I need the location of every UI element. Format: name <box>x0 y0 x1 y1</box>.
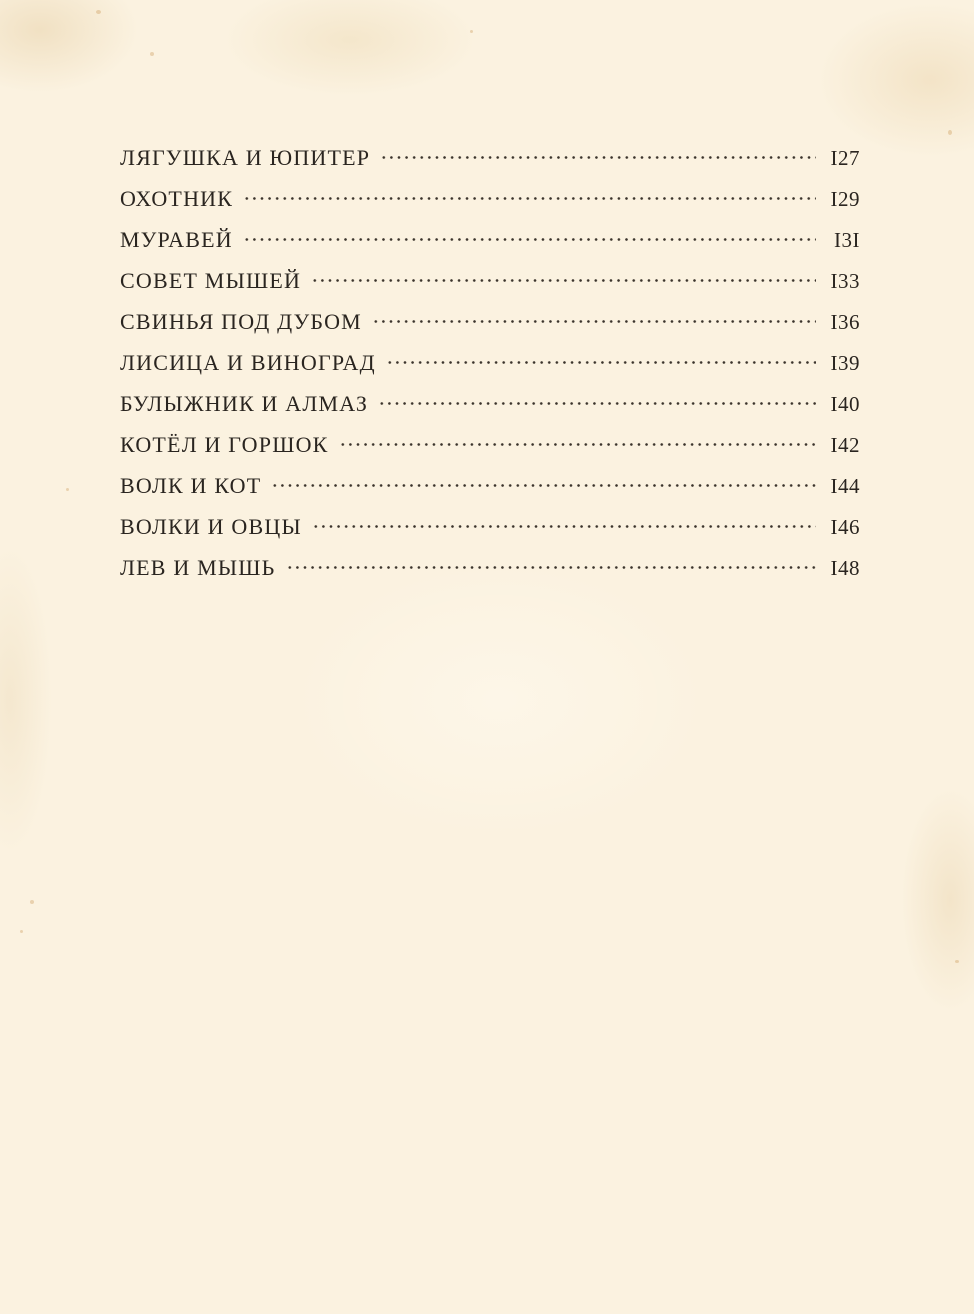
table-of-contents <box>120 143 860 594</box>
paper-stain <box>30 900 34 904</box>
toc-entry-page-number: I48 <box>830 556 860 580</box>
toc-entry[interactable] <box>120 430 860 471</box>
toc-entry-title: ОХОТНИК <box>120 186 234 211</box>
dot-leader <box>380 145 816 167</box>
toc-entry-title: ЛЯГУШКА И ЮПИТЕР <box>120 145 371 170</box>
toc-entry-page-number: I39 <box>830 351 860 375</box>
toc-entry[interactable] <box>120 471 860 512</box>
toc-entry-title: СОВЕТ МЫШЕЙ <box>120 268 302 293</box>
toc-entry[interactable] <box>120 389 860 430</box>
toc-entry[interactable] <box>120 225 860 266</box>
toc-entry[interactable] <box>120 512 860 553</box>
toc-entry[interactable] <box>120 307 860 348</box>
paper-stain <box>955 960 959 963</box>
paper-stain <box>470 30 473 33</box>
paper-stain <box>948 130 952 135</box>
toc-entry[interactable] <box>120 184 860 225</box>
paper-stain <box>20 930 23 933</box>
toc-entry-title: ВОЛКИ И ОВЦЫ <box>120 514 302 539</box>
toc-entry-title: КОТЁЛ И ГОРШОК <box>120 432 329 457</box>
toc-entry-page-number: I42 <box>830 433 860 457</box>
toc-entry[interactable] <box>120 266 860 307</box>
dot-leader <box>311 268 816 290</box>
dot-leader <box>312 514 816 536</box>
paper-stain <box>96 10 101 14</box>
toc-entry-page-number: I3I <box>834 228 860 252</box>
toc-entry-page-number: I44 <box>830 474 860 498</box>
paper-stain <box>150 52 154 56</box>
toc-entry-page-number: I36 <box>830 310 860 334</box>
toc-entry-page-number: I33 <box>830 269 860 293</box>
toc-entry-title: ЛЕВ И МЫШЬ <box>120 555 276 580</box>
dot-leader <box>286 555 817 577</box>
dot-leader <box>243 227 816 249</box>
toc-entry[interactable] <box>120 348 860 389</box>
toc-entry-title: БУЛЫЖНИК И АЛМАЗ <box>120 391 369 416</box>
toc-entry-title: ЛИСИЦА И ВИНОГРАД <box>120 350 376 375</box>
paper-stain <box>66 488 69 491</box>
toc-entry-page-number: I46 <box>830 515 860 539</box>
dot-leader <box>386 350 816 372</box>
toc-entry-title: СВИНЬЯ ПОД ДУБОМ <box>120 309 362 334</box>
dot-leader <box>372 309 816 331</box>
dot-leader <box>378 391 816 413</box>
toc-entry[interactable] <box>120 553 860 594</box>
toc-entry-title: ВОЛК И КОТ <box>120 473 262 498</box>
toc-entry-page-number: I27 <box>830 146 860 170</box>
toc-entry-page-number: I29 <box>830 187 860 211</box>
dot-leader <box>271 473 816 495</box>
toc-entry-title: МУРАВЕЙ <box>120 227 233 252</box>
dot-leader <box>339 432 816 454</box>
toc-entry-page-number: I40 <box>830 392 860 416</box>
toc-entry[interactable] <box>120 143 860 184</box>
dot-leader <box>243 186 816 208</box>
